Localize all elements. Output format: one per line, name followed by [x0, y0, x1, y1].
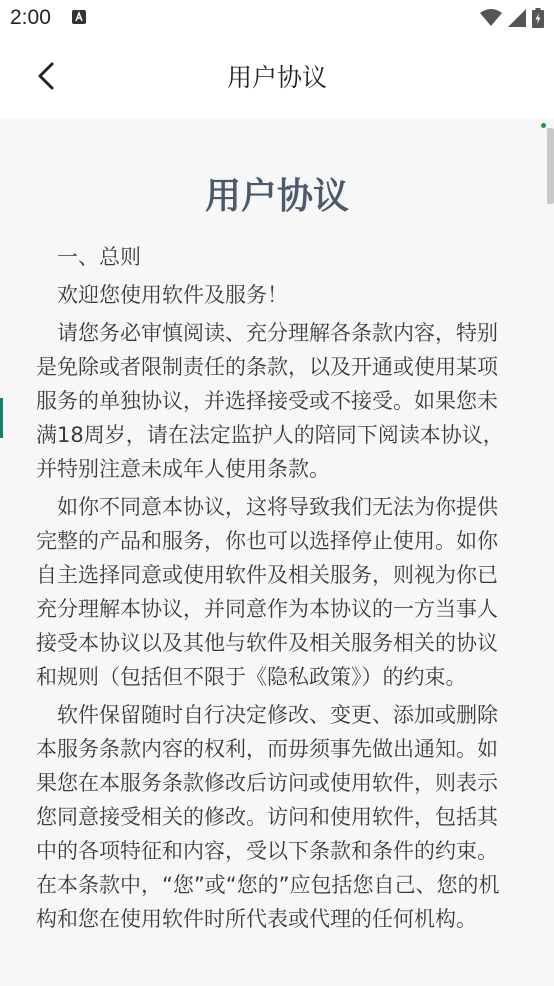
- battery-charging-icon: [532, 8, 544, 28]
- status-icons: [480, 7, 544, 29]
- wifi-icon: [480, 9, 502, 27]
- cell-signal-icon: [508, 9, 526, 27]
- section-heading: 一、总则: [57, 245, 141, 269]
- paragraph: 欢迎您使用软件及服务！: [57, 283, 288, 307]
- document-title: 用户协议: [204, 176, 349, 217]
- scrollbar[interactable]: [546, 118, 554, 986]
- document-body: [36, 240, 511, 940]
- app-header: [0, 38, 554, 118]
- edge-indicator: [0, 398, 3, 438]
- paragraph: 如你不同意本协议，这将导致我们无法为你提供完整的产品和服务，你也可以选择停止使用。如你自主选择同意或使用软件及相关服务，则视为你已充分理解本协议，并同意作为本协议的一方当事人接受本协议以及其他与软件及相关服务相关的协议和规则（包括但不限于《隐私政策》）的约束。: [36, 495, 498, 689]
- agreement-content[interactable]: [0, 118, 554, 986]
- status-bar: [0, 0, 554, 38]
- paragraph: 软件保留随时自行决定修改、变更、添加或删除本服务条款内容的权利，而毋须事先做出通知。如果您在本服务条款修改后访问或使用软件，则表示您同意接受相关的修改。访问和使用软件，包括其中的各项特征和内容，受以下条款和条件的约束。在本条款中，“您”或“您的”应包括您自己、您的机构和您在使用软件时所代表或代理的任何机构。: [36, 703, 500, 931]
- page-title: 用户协议: [226, 63, 327, 92]
- status-time: 2:00: [10, 6, 51, 29]
- scroll-indicator-dot: [541, 123, 546, 128]
- notification-a-icon: [72, 10, 86, 24]
- paragraph: 请您务必审慎阅读、充分理解各条款内容，特别是免除或者限制责任的条款，以及开通或使用某项服务的单独协议，并选择接受或不接受。如果您未满18周岁，请在法定监护人的陪同下阅读本协议，并特别注意未成年人使用条款。: [36, 321, 504, 481]
